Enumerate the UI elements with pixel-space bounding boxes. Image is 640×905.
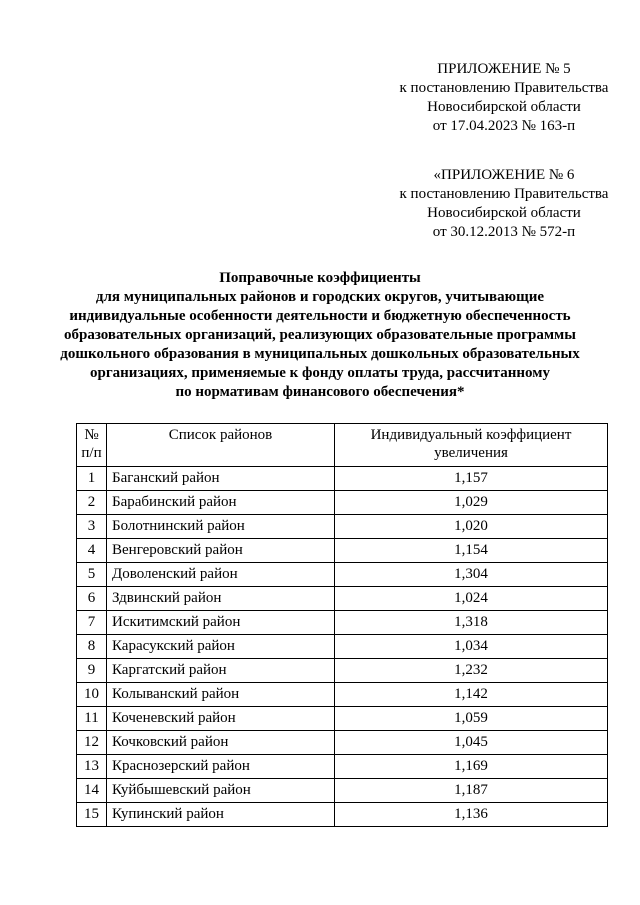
district-name: Искитимский район [107, 611, 335, 635]
appendix-5-line-2: Новосибирской области [427, 99, 581, 115]
district-name: Купинский район [107, 803, 335, 827]
district-name: Баганский район [107, 467, 335, 491]
district-name: Колыванский район [107, 683, 335, 707]
coefficient-value: 1,304 [335, 563, 608, 587]
row-number: 14 [77, 779, 107, 803]
row-number: 4 [77, 539, 107, 563]
table-row [77, 611, 608, 635]
table-row [77, 803, 608, 827]
district-name: Коченевский район [107, 707, 335, 731]
coefficient-value: 1,169 [335, 755, 608, 779]
district-name: Краснозерский район [107, 755, 335, 779]
header-district-list: Список районов [107, 424, 335, 467]
table-row [77, 515, 608, 539]
document-title-line: индивидуальные особенности деятельности и бюджетную обеспеченность [69, 308, 571, 324]
row-number: 15 [77, 803, 107, 827]
district-name: Барабинский район [107, 491, 335, 515]
header-number: № п/п [77, 424, 107, 467]
coefficients-table [76, 423, 608, 827]
row-number: 12 [77, 731, 107, 755]
row-number: 6 [77, 587, 107, 611]
row-number: 10 [77, 683, 107, 707]
coefficient-value: 1,024 [335, 587, 608, 611]
coefficient-value: 1,187 [335, 779, 608, 803]
document-title-line: организациях, применяемые к фонду оплаты труда, рассчитанному [90, 365, 550, 381]
district-name: Кочковский район [107, 731, 335, 755]
coefficient-value: 1,142 [335, 683, 608, 707]
table-row [77, 707, 608, 731]
table-row [77, 779, 608, 803]
table-row [77, 755, 608, 779]
table-row [77, 587, 608, 611]
coefficient-value: 1,136 [335, 803, 608, 827]
district-name: Карасукский район [107, 635, 335, 659]
coefficient-value: 1,059 [335, 707, 608, 731]
coefficient-value: 1,045 [335, 731, 608, 755]
appendix-5-line-1: к постановлению Правительства [399, 80, 609, 96]
row-number: 9 [77, 659, 107, 683]
table-row [77, 539, 608, 563]
district-name: Здвинский район [107, 587, 335, 611]
appendix-5-block [388, 60, 620, 136]
table-row [77, 731, 608, 755]
district-name: Каргатский район [107, 659, 335, 683]
appendix-6-line-1: к постановлению Правительства [399, 186, 609, 202]
coefficient-value: 1,318 [335, 611, 608, 635]
table-row [77, 683, 608, 707]
district-name: Куйбышевский район [107, 779, 335, 803]
row-number: 3 [77, 515, 107, 539]
coefficient-value: 1,154 [335, 539, 608, 563]
district-name: Венгеровский район [107, 539, 335, 563]
coefficient-value: 1,020 [335, 515, 608, 539]
row-number: 7 [77, 611, 107, 635]
table-row [77, 491, 608, 515]
appendix-6-title: «ПРИЛОЖЕНИЕ № 6 [433, 167, 575, 183]
row-number: 2 [77, 491, 107, 515]
document-title-line: образовательных организаций, реализующих образовательные программы [64, 327, 576, 343]
header-coefficient: Индивидуальный коэффициент увеличения [335, 424, 608, 467]
document-title-line: дошкольного образования в муниципальных дошкольных образовательных [60, 346, 580, 362]
appendix-5-title: ПРИЛОЖЕНИЕ № 5 [437, 61, 571, 77]
table-body [77, 467, 608, 827]
district-name: Болотнинский район [107, 515, 335, 539]
appendix-6-line-3: от 30.12.2013 № 572-п [432, 224, 576, 240]
document-title-line: для муниципальных районов и городских округов, учитывающие [95, 289, 545, 305]
row-number: 8 [77, 635, 107, 659]
document-title-line: Поправочные коэффициенты [219, 270, 421, 286]
row-number: 11 [77, 707, 107, 731]
row-number: 1 [77, 467, 107, 491]
table-row [77, 635, 608, 659]
table-row [77, 659, 608, 683]
appendix-6-block [388, 166, 620, 242]
appendix-6-line-2: Новосибирской области [427, 205, 581, 221]
district-name: Доволенский район [107, 563, 335, 587]
row-number: 13 [77, 755, 107, 779]
row-number: 5 [77, 563, 107, 587]
appendix-5-line-3: от 17.04.2023 № 163-п [432, 118, 576, 134]
coefficient-value: 1,029 [335, 491, 608, 515]
coefficient-value: 1,232 [335, 659, 608, 683]
table-row [77, 563, 608, 587]
coefficient-value: 1,157 [335, 467, 608, 491]
document-title-line: по нормативам финансового обеспечения* [175, 384, 465, 400]
document-title [0, 269, 640, 402]
table-header-row [77, 424, 608, 467]
table-row [77, 467, 608, 491]
coefficient-value: 1,034 [335, 635, 608, 659]
